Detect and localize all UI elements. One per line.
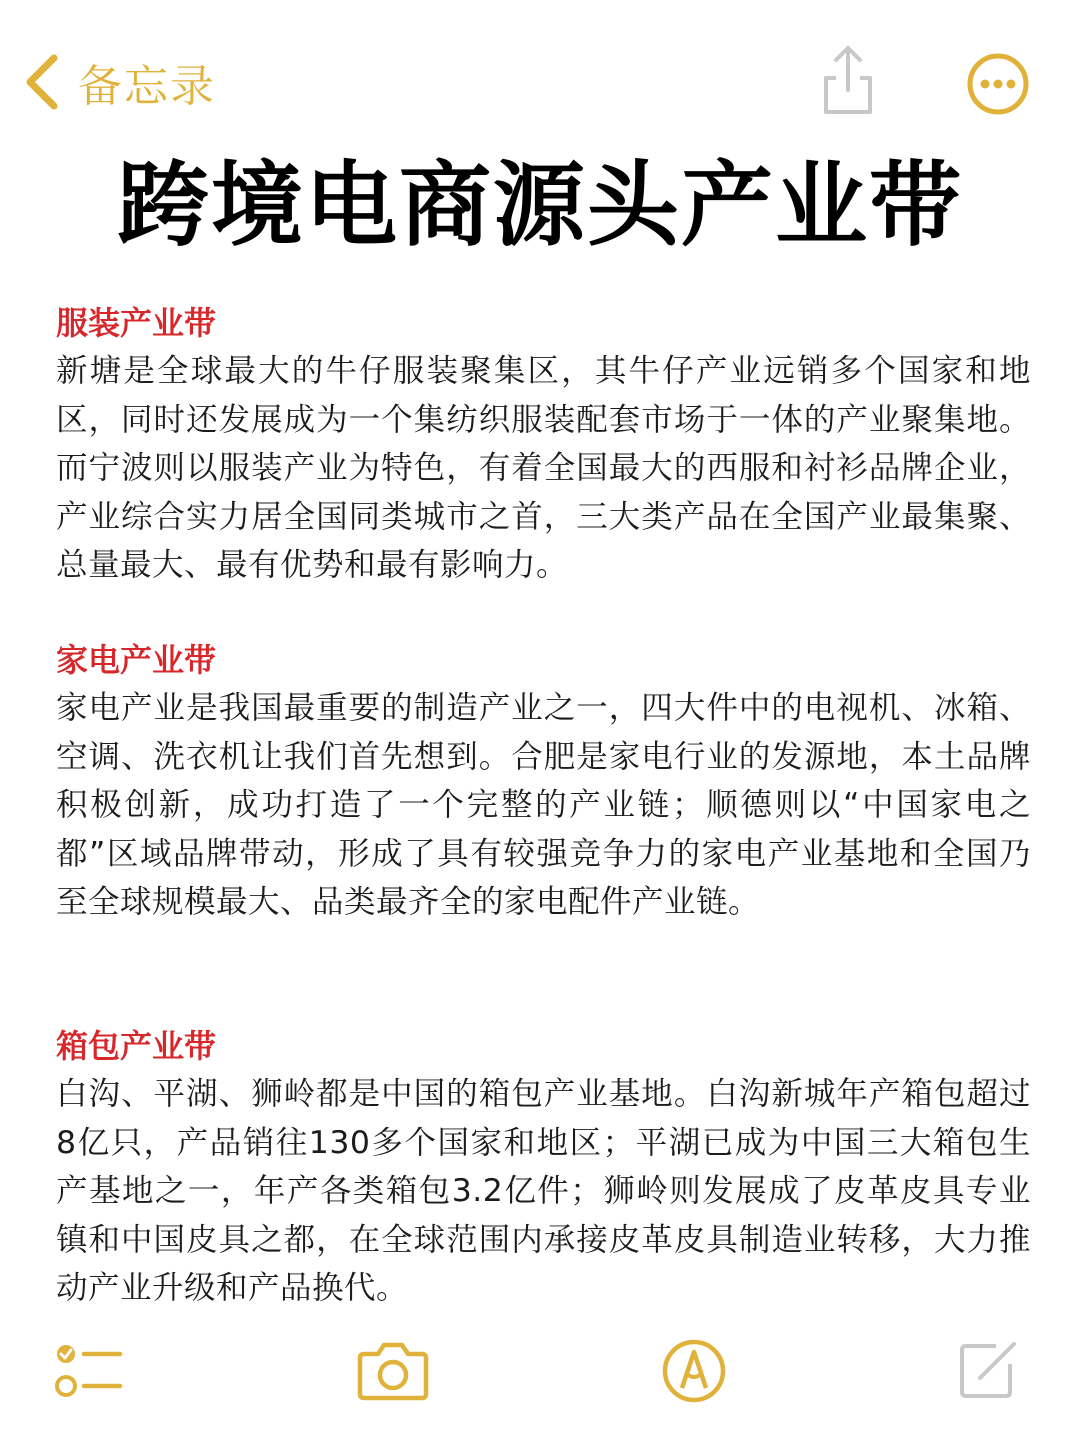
camera-icon xyxy=(356,1340,430,1402)
section-heading: 服装产业带 xyxy=(56,304,217,342)
share-button[interactable] xyxy=(818,44,878,116)
back-label: 备忘录 xyxy=(78,61,216,112)
more-button[interactable] xyxy=(966,52,1030,116)
bottom-toolbar xyxy=(0,1320,1080,1440)
compose-button[interactable] xyxy=(956,1338,1020,1402)
page-title: 跨境电商源头产业带 xyxy=(116,152,963,259)
chevron-left-icon xyxy=(24,54,60,110)
share-icon xyxy=(818,44,878,116)
section-body: 新塘是全球最大的牛仔服装聚集区，其牛仔产业远销多个国家和地区，同时还发展成为一个集纺织服装配套市场于一体的产业聚集地。而宁波则以服装产业为特色，有着全国最大的西服和衬衫品牌企业，产业综合实力居全国同类城市之首，三大类产品在全国产业最集聚、总量最大、最有优势和最有影响力。 xyxy=(56,353,1031,584)
navigation-bar xyxy=(0,0,1080,150)
section-luggage xyxy=(56,1026,1031,1313)
section-heading: 箱包产业带 xyxy=(56,1027,217,1065)
markup-button[interactable] xyxy=(662,1338,726,1404)
section-heading: 家电产业带 xyxy=(56,641,217,679)
section-body: 家电产业是我国最重要的制造产业之一，四大件中的电视机、冰箱、空调、洗衣机让我们首先想到。合肥是家电行业的发源地，本土品牌积极创新，成功打造了一个完整的产业链；顺德则以“中国家电之都”区域品牌带动，形成了具有较强竞争力的家电产业基地和全国乃至全球规模最大、品类最齐全的家电配件产业链。 xyxy=(56,690,1031,921)
back-button[interactable] xyxy=(24,50,216,114)
camera-button[interactable] xyxy=(356,1340,430,1402)
section-clothing xyxy=(56,303,1031,590)
checklist-button[interactable] xyxy=(54,1340,124,1402)
compose-icon xyxy=(956,1338,1020,1402)
more-icon xyxy=(966,52,1030,116)
checklist-icon xyxy=(54,1340,124,1402)
section-appliances xyxy=(56,640,1031,927)
markup-pen-icon xyxy=(662,1338,726,1404)
section-body: 白沟、平湖、狮岭都是中国的箱包产业基地。白沟新城年产箱包超过8亿只，产品销往130多个国家和地区；平湖已成为中国三大箱包生产基地之一，年产各类箱包3.2亿件；狮岭则发展成了皮革皮具专业镇和中国皮具之都，在全球范围内承接皮革皮具制造业转移，大力推动产业升级和产品换代。 xyxy=(56,1076,1031,1307)
